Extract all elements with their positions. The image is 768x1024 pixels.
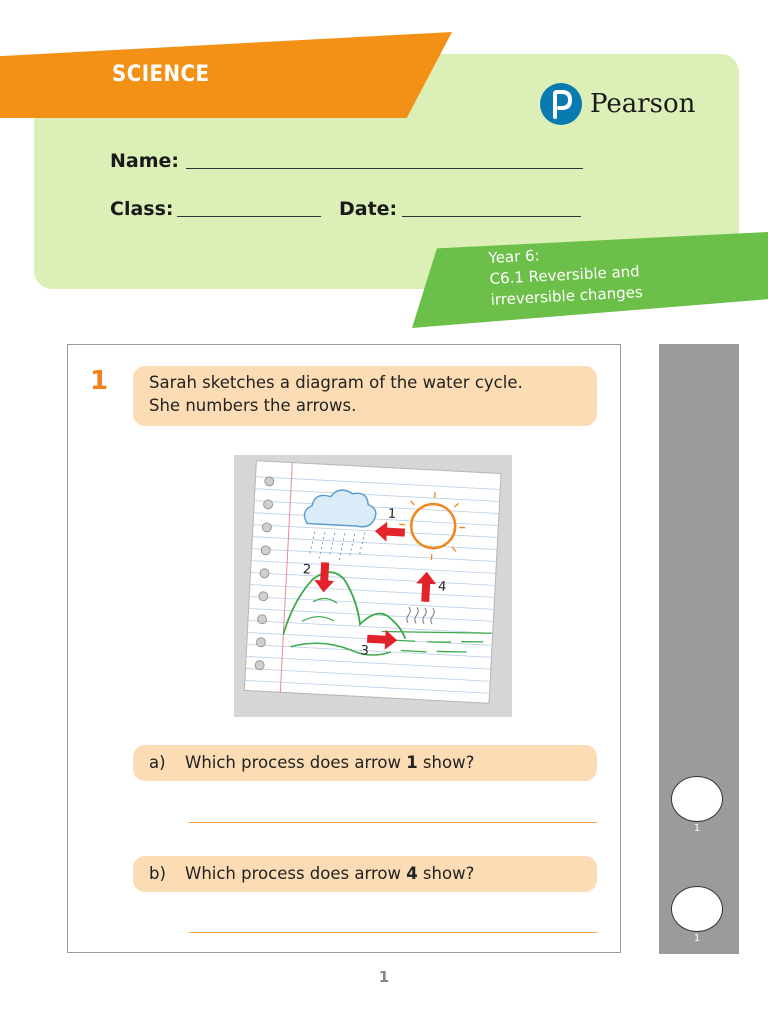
part-text: Which process does arrow 1 show? [185,753,475,772]
year-topic [488,236,711,310]
arrow-2-label: 2 [302,562,312,578]
name-field[interactable] [186,167,583,169]
arrow-1-label: 1 [387,506,397,523]
class-field[interactable] [177,215,321,217]
water-cycle-diagram [234,455,512,717]
stem-line: She numbers the arrows. [149,396,357,415]
mark-value-a: 1 [693,823,701,834]
arrow-4-label: 4 [437,579,447,595]
year-line: Year 6: [488,246,541,267]
subject-title: SCIENCE [112,62,210,87]
pearson-logo [540,82,695,126]
publisher-name: Pearson [590,89,696,119]
science-banner [0,32,452,118]
topic-line: irreversible changes [490,282,644,309]
question-stem [133,366,597,426]
stem-line: Sarah sketches a diagram of the water cycle. [149,373,523,392]
mark-box-b[interactable] [671,886,723,932]
question-part-b [133,856,597,892]
part-text: Which process does arrow 4 show? [185,864,475,883]
answer-line-b[interactable] [189,932,597,933]
date-label: Date: [339,198,398,220]
arrow-3-label: 3 [360,643,370,659]
question-number: 1 [90,366,109,396]
answer-line-a[interactable] [189,822,597,823]
page-number: 1 [378,968,390,986]
question-part-a [133,745,597,781]
class-label: Class: [110,198,174,220]
mark-value-b: 1 [693,933,701,944]
part-letter: a) [149,753,166,772]
marks-column [659,344,739,954]
pearson-p-icon [540,83,582,125]
mark-box-a[interactable] [671,776,723,822]
topic-line: C6.1 Reversible and [489,262,641,288]
part-letter: b) [149,864,166,883]
date-field[interactable] [402,215,581,217]
name-label: Name: [110,150,180,172]
